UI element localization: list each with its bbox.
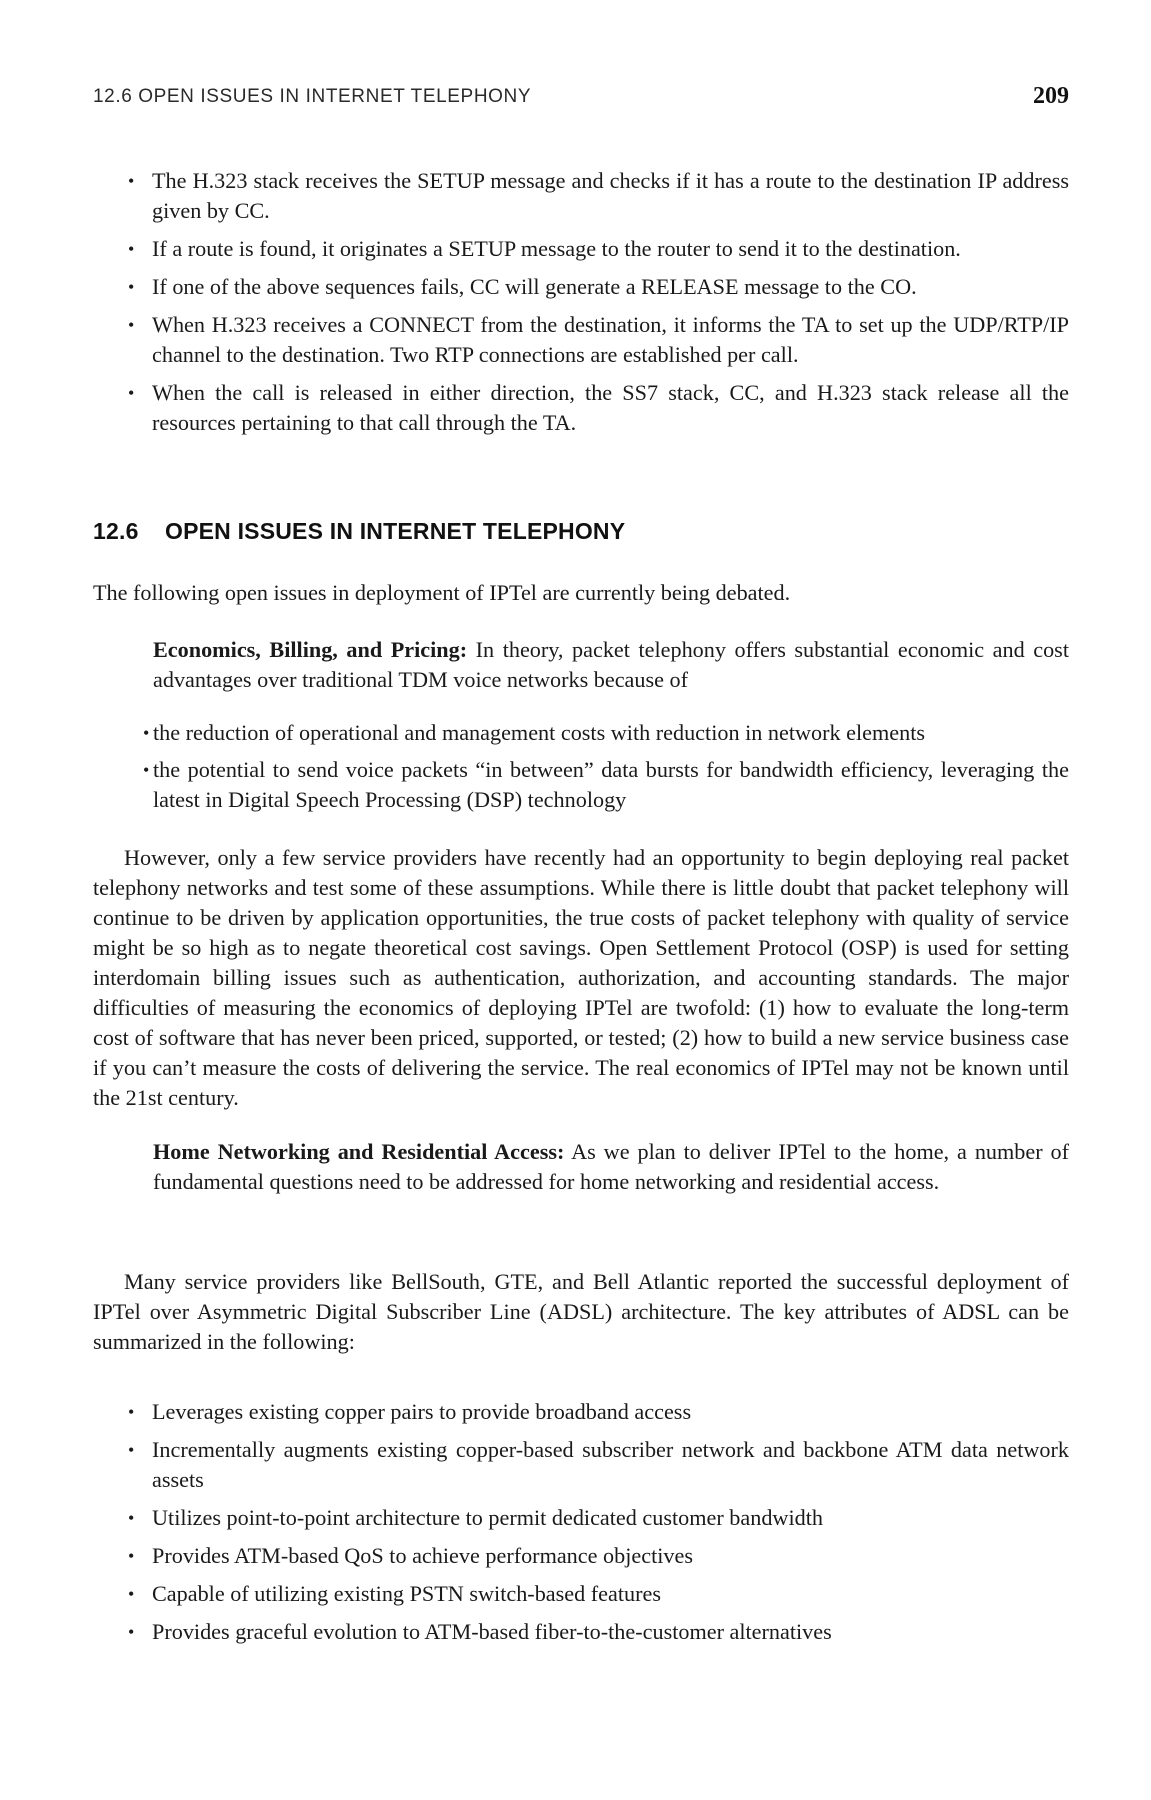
running-head (93, 83, 1069, 116)
section-title: OPEN ISSUES IN INTERNET TELEPHONY (165, 518, 626, 544)
list-item: • The H.323 stack receives the SETUP message and checks if it has a route to the destination IP address given by CC. (128, 168, 1069, 223)
adsl-bullet-list (93, 1397, 1069, 1655)
bullet-icon: • (128, 1508, 135, 1528)
bullet-icon: • (128, 1622, 135, 1642)
bullet-icon: • (128, 277, 135, 297)
bullet-icon: • (128, 1546, 135, 1566)
bullet-icon: • (143, 723, 150, 743)
list-item: • Leverages existing copper pairs to provide broadband access (93, 1397, 1069, 1427)
list-item: • Provides ATM-based QoS to achieve performance objectives (93, 1541, 1069, 1571)
page-number: 209 (1033, 83, 1069, 109)
economics-paragraph: Economics, Billing, and Pricing: In theory, packet telephony offers substantial economic and cost advantages over traditional TDM voice networks because of (153, 637, 1069, 692)
bullet-icon: • (128, 315, 135, 335)
list-item: • the reduction of operational and management costs with reduction in network elements (93, 718, 1069, 748)
list-item: • When H.323 receives a CONNECT from the destination, it informs the TA to set up the UDP/RTP/IP channel to the destination. Two RTP connections are established per call. (128, 312, 1069, 367)
section-heading (93, 518, 1069, 545)
list-item: • Utilizes point-to-point architecture to permit dedicated customer bandwidth (93, 1503, 1069, 1533)
economics-lead: Economics, Billing, and Pricing: (153, 637, 468, 662)
bullet-icon: • (143, 760, 150, 780)
top-bullet-list (93, 166, 1069, 446)
list-item: • Capable of utilizing existing PSTN switch-based features (93, 1579, 1069, 1609)
running-title: 12.6 OPEN ISSUES IN INTERNET TELEPHONY (93, 86, 532, 107)
list-item: • Incrementally augments existing copper-based subscriber network and backbone ATM data network assets (128, 1437, 1069, 1492)
bullet-icon: • (128, 383, 135, 403)
home-networking-paragraph: Home Networking and Residential Access: As we plan to deliver IPTel to the home, a number of fundamental questions need to be addressed for home networking and residential access. (153, 1139, 1070, 1194)
bullet-icon: • (128, 171, 135, 191)
list-item: • Provides graceful evolution to ATM-based fiber-to-the-customer alternatives (93, 1617, 1069, 1647)
adsl-paragraph: Many service providers like BellSouth, GTE, and Bell Atlantic reported the successful deployment of IPTel over Asymmetric Digital Subscriber Line (ADSL) architecture. The key attributes of ADSL can be summarized in the following: (93, 1269, 1069, 1354)
bullet-icon: • (128, 1440, 135, 1460)
bullet-icon: • (128, 1584, 135, 1604)
list-item: • If a route is found, it originates a SETUP message to the router to send it to the destination. (93, 234, 1069, 264)
home-networking-lead: Home Networking and Residential Access: (153, 1139, 565, 1164)
economics-discussion: However, only a few service providers have recently had an opportunity to begin deploying real packet telephony networks and test some of these assumptions. While there is little doubt that packet telephony will continue to be driven by application opportunities, the true costs of packet telephony with quality of service might be so high as to negate theoretical cost savings. Open Settlement Protocol (OSP) is used for setting interdomain billing issues such as authentication, authorization, and accounting standards. The major difficulties of measuring the economics of deploying IPTel are twofold: (1) how to evaluate the long-term cost of software that has never been priced, supported, or tested; (2) how to build a new service business case if you can’t measure the costs of delivering the service. The real economics of IPTel may not be known until the 21st century. (93, 845, 1069, 1110)
intro-paragraph: The following open issues in deployment of IPTel are currently being debated. (93, 580, 791, 605)
section-number: 12.6 (93, 518, 139, 544)
bullet-icon: • (128, 1402, 135, 1422)
list-item: • the potential to send voice packets “in between” data bursts for bandwidth efficiency, leveraging the latest in Digital Speech Processing (DSP) technology (143, 757, 1069, 812)
bullet-icon: • (128, 239, 135, 259)
economics-bullet-list (93, 718, 1069, 822)
list-item: • When the call is released in either direction, the SS7 stack, CC, and H.323 stack release all the resources pertaining to that call through the TA. (128, 380, 1069, 435)
list-item: • If one of the above sequences fails, CC will generate a RELEASE message to the CO. (93, 272, 1069, 302)
